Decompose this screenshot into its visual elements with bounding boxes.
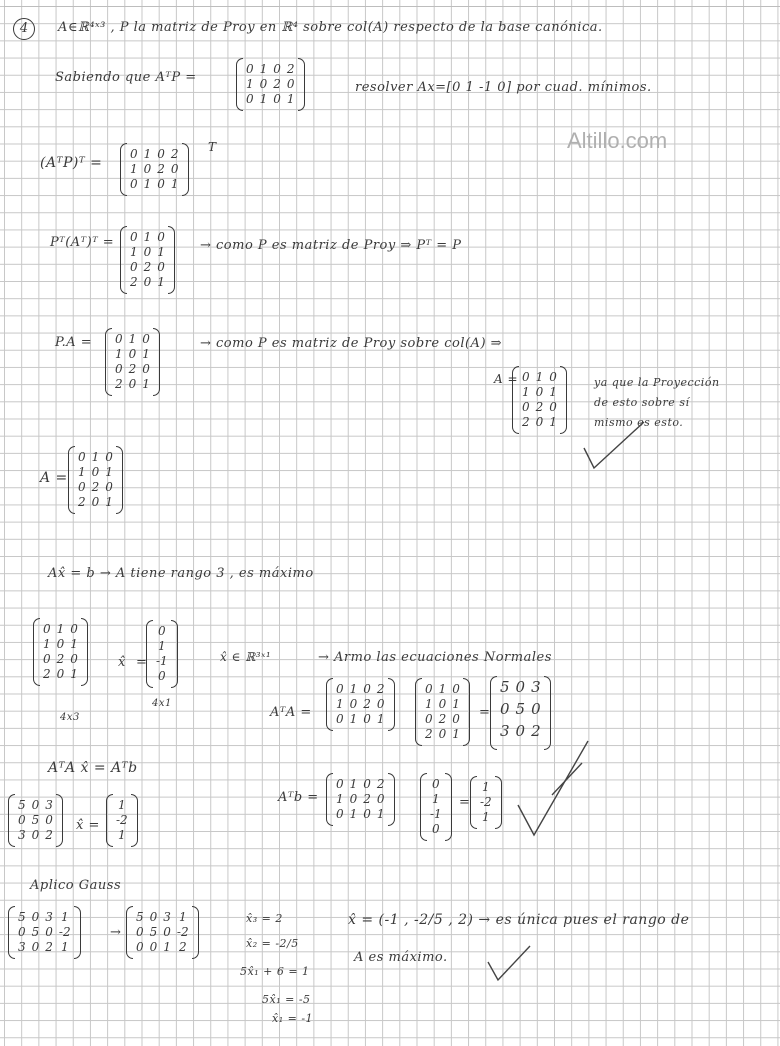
matrix-cell: 1	[130, 162, 138, 176]
matrix-cell: 5	[18, 910, 26, 924]
matrix-cell: 1	[336, 792, 344, 806]
matrix-cell: 2	[43, 667, 51, 681]
matrix-cell: 0	[128, 377, 137, 391]
matrix-cell: 0	[157, 230, 165, 244]
matrix-cell: 1	[349, 682, 358, 696]
matrix-cell: 2	[363, 697, 371, 711]
matrix-cell: 0	[56, 637, 65, 651]
matrix-cell: 2	[273, 77, 281, 91]
matrix-cell: 2	[130, 275, 138, 289]
vector-rhs	[106, 796, 138, 845]
pa-lhs: P.A =	[55, 335, 93, 350]
matrix-A-normal-eq	[415, 680, 470, 744]
a-side-note-2: de esto sobre sí	[594, 396, 690, 409]
matrix-AtP	[236, 60, 305, 109]
matrix-cell: 1	[56, 622, 65, 636]
matrix-cell: 0	[78, 480, 86, 494]
pa-note: → como P es matriz de Proy sobre col(A) ⇒	[200, 336, 503, 351]
matrix-cell: 0	[363, 807, 371, 821]
matrix-cell: 0	[500, 700, 510, 718]
matrix-At	[326, 680, 395, 729]
vector-Atb	[470, 778, 502, 827]
matrix-cell: 2	[170, 147, 179, 161]
matrix-cell: 1	[432, 792, 440, 806]
matrix-cell: 0	[130, 147, 138, 161]
matrix-cell: 2	[425, 727, 433, 741]
matrix-cell: 0	[363, 682, 371, 696]
x2-value: x̂₂ = -2/5	[246, 937, 299, 950]
watermark: Altillo.com	[567, 128, 668, 153]
matrix-cell: 0	[157, 260, 165, 274]
matrix-cell: 2	[45, 940, 53, 954]
matrix-cell: 0	[286, 77, 295, 91]
matrix-cell: 1	[336, 697, 344, 711]
x3-value: x̂₃ = 2	[246, 912, 283, 925]
matrix-cell: 1	[259, 62, 268, 76]
matrix-cell: 0	[18, 925, 26, 939]
matrix-cell: 0	[70, 652, 78, 666]
matrix-cell: 2	[178, 940, 187, 954]
matrix-cell: 1	[118, 828, 126, 842]
matrix-cell: 5	[31, 925, 40, 939]
matrix-cell: 0	[273, 62, 281, 76]
matrix-cell: 0	[115, 362, 123, 376]
xhat-symbol: x̂ =	[76, 818, 100, 833]
matrix-cell: 3	[531, 678, 541, 696]
matrix-cell: 0	[246, 62, 254, 76]
matrix-cell: 0	[549, 400, 557, 414]
ptat-note: → como P es matriz de Proy ⇒ Pᵀ = P	[200, 238, 462, 253]
matrix-cell: 2	[286, 62, 295, 76]
matrix-cell: 0	[432, 822, 440, 836]
matrix-cell: 1	[170, 177, 179, 191]
rank-line: Ax̂ = b → A tiene rango 3 , es máximo	[48, 566, 314, 581]
matrix-cell: 0	[105, 450, 113, 464]
gauss-arrow: →	[110, 925, 122, 940]
matrix-cell: 1	[549, 385, 557, 399]
matrix-cell: 1	[60, 910, 69, 924]
checkmark-2	[512, 735, 592, 845]
matrix-cell: 1	[349, 807, 358, 821]
matrix-cell: 0	[149, 940, 158, 954]
matrix-PA	[105, 330, 160, 394]
matrix-cell: 2	[376, 682, 385, 696]
matrix-cell: 0	[349, 792, 358, 806]
matrix-cell: 0	[432, 777, 440, 791]
matrix-cell: 2	[78, 495, 86, 509]
matrix-cell: 0	[259, 77, 268, 91]
matrix-cell: 2	[45, 828, 53, 842]
matrix-cell: 3	[45, 910, 53, 924]
given-prefix: Sabiendo que AᵀP =	[55, 70, 197, 85]
matrix-cell: 1	[549, 415, 557, 429]
matrix-cell: 1	[142, 347, 150, 361]
transpose-lhs: (AᵀP)ᵀ =	[40, 155, 103, 171]
normal-eq-note: → Armo las ecuaciones Normales	[318, 650, 552, 665]
matrix-cell: 1	[70, 637, 78, 651]
matrix-cell: 5	[515, 700, 526, 718]
matrix-cell: 0	[91, 465, 100, 479]
matrix-cell: 0	[130, 177, 138, 191]
matrix-A-final	[68, 448, 123, 512]
matrix-cell: 0	[128, 347, 137, 361]
size-label-A: 4x3	[60, 712, 80, 723]
matrix-cell: 0	[136, 925, 144, 939]
matrix-cell: 2	[522, 415, 530, 429]
matrix-cell: 0	[336, 682, 344, 696]
matrix-cell: 1	[246, 77, 254, 91]
matrix-cell: 0	[31, 798, 40, 812]
problem-statement: A∈ℝ⁴ˣ³ , P la matriz de Proy en ℝ⁴ sobre col(A) respecto de la base canónica.	[58, 20, 603, 35]
matrix-cell: 0	[425, 682, 433, 696]
matrix-cell: 0	[130, 230, 138, 244]
equals-sign-3: =	[459, 795, 471, 810]
solution: x̂ = (-1 , -2/5 , 2) → es única pues el rango de	[348, 912, 690, 928]
x1-equation: 5x̂₁ + 6 = 1	[240, 965, 310, 978]
matrix-cell: 1	[142, 377, 150, 391]
x1-equation-2: 5x̂₁ = -5	[262, 993, 311, 1006]
matrix-cell: 1	[286, 92, 295, 106]
matrix-cell: 2	[531, 722, 541, 740]
matrix-cell: 2	[157, 162, 165, 176]
matrix-cell: 0	[158, 624, 166, 638]
matrix-cell: -2	[480, 795, 492, 809]
matrix-cell: 0	[157, 177, 165, 191]
matrix-cell: 0	[535, 385, 544, 399]
gauss-title: Aplico Gauss	[30, 878, 122, 893]
matrix-cell: 1	[482, 780, 490, 794]
a-final-lhs: A =	[40, 470, 68, 486]
matrix-cell: 3	[163, 910, 171, 924]
matrix-cell: 1	[452, 727, 460, 741]
matrix-cell: 1	[70, 667, 78, 681]
matrix-cell: 0	[105, 480, 113, 494]
matrix-cell: 0	[438, 727, 447, 741]
a-side-lhs: A =	[494, 372, 519, 386]
matrix-cell: 1	[118, 798, 126, 812]
matrix-cell: 0	[43, 622, 51, 636]
solution-2: A es máximo.	[354, 950, 448, 965]
matrix-cell: 1	[438, 682, 447, 696]
given-suffix: resolver Ax=[0 1 -1 0] por cuad. mínimos.	[355, 80, 652, 95]
matrix-cell: 0	[522, 370, 530, 384]
atb-lhs: Aᵀb =	[278, 790, 319, 805]
matrix-cell: 0	[522, 400, 530, 414]
matrix-A-side	[512, 368, 567, 432]
matrix-cell: 0	[363, 777, 371, 791]
matrix-cell: 0	[273, 92, 281, 106]
matrix-cell: 2	[143, 260, 152, 274]
matrix-cell: 1	[105, 465, 113, 479]
size-label-b: 4x1	[152, 698, 172, 709]
matrix-cell: 1	[130, 245, 138, 259]
matrix-cell: 1	[482, 810, 490, 824]
matrix-cell: 0	[157, 147, 165, 161]
matrix-cell: 1	[143, 177, 152, 191]
matrix-cell: 1	[349, 712, 358, 726]
matrix-cell: 0	[336, 777, 344, 791]
matrix-gauss-2	[126, 908, 199, 957]
matrix-PtAt	[120, 228, 175, 292]
matrix-cell: 1	[376, 712, 385, 726]
matrix-cell: 1	[425, 697, 433, 711]
matrix-cell: 2	[535, 400, 544, 414]
matrix-cell: 1	[376, 807, 385, 821]
x1-value: x̂₁ = -1	[272, 1012, 314, 1025]
matrix-cell: 0	[452, 712, 460, 726]
matrix-cell: 0	[376, 792, 385, 806]
equals-sign: =	[136, 655, 148, 670]
matrix-cell: 1	[259, 92, 268, 106]
matrix-cell: 1	[349, 777, 358, 791]
matrix-cell: 5	[500, 678, 510, 696]
matrix-cell: 1	[105, 495, 113, 509]
matrix-cell: 0	[170, 162, 179, 176]
matrix-cell: -2	[58, 925, 71, 939]
matrix-cell: 2	[115, 377, 123, 391]
matrix-cell: -1	[430, 807, 442, 821]
matrix-cell: 0	[149, 910, 158, 924]
equals-sign-2: =	[479, 705, 491, 720]
matrix-cell: 0	[158, 669, 166, 683]
matrix-cell: 1	[143, 147, 152, 161]
normal-equation: AᵀA x̂ = Aᵀb	[48, 760, 138, 776]
problem-number: 4	[13, 18, 35, 40]
matrix-cell: 0	[515, 678, 526, 696]
matrix-cell: 0	[515, 722, 526, 740]
matrix-cell: 0	[45, 813, 53, 827]
matrix-cell: 0	[143, 245, 152, 259]
matrix-cell: 1	[78, 465, 86, 479]
checkmark-3	[484, 942, 534, 984]
matrix-cell: 5	[149, 925, 158, 939]
matrix-cell: 5	[31, 813, 40, 827]
matrix-cell: 0	[31, 910, 40, 924]
matrix-cell: 0	[363, 712, 371, 726]
matrix-cell: 2	[376, 777, 385, 791]
matrix-cell: 0	[43, 652, 51, 666]
matrix-cell: 0	[549, 370, 557, 384]
matrix-cell: 0	[376, 697, 385, 711]
matrix-cell: 0	[31, 940, 40, 954]
matrix-cell: 1	[157, 275, 165, 289]
matrix-cell: 1	[115, 347, 123, 361]
matrix-cell: 1	[143, 230, 152, 244]
matrix-cell: 0	[18, 813, 26, 827]
ptat-lhs: Pᵀ(Aᵀ)ᵀ =	[50, 235, 115, 250]
matrix-cell: 0	[143, 162, 152, 176]
matrix-cell: 0	[438, 697, 447, 711]
matrix-cell: 2	[438, 712, 447, 726]
xhat-space: x̂ ∈ ℝ³ˣ¹	[220, 650, 272, 664]
matrix-cell: 1	[535, 370, 544, 384]
matrix-cell: 1	[43, 637, 51, 651]
top-edge	[4, 0, 780, 7]
matrix-cell: 0	[142, 332, 150, 346]
matrix-cell: 0	[246, 92, 254, 106]
matrix-cell: 1	[60, 940, 69, 954]
matrix-cell: 3	[500, 722, 510, 740]
matrix-cell: 0	[143, 275, 152, 289]
vector-b	[146, 622, 178, 686]
matrix-cell: 2	[91, 480, 100, 494]
matrix-cell: 1	[128, 332, 137, 346]
matrix-cell: 0	[163, 925, 171, 939]
matrix-cell: 0	[336, 712, 344, 726]
matrix-A-system	[33, 620, 88, 684]
matrix-cell: 0	[425, 712, 433, 726]
matrix-cell: 0	[535, 415, 544, 429]
matrix-cell: 0	[130, 260, 138, 274]
matrix-cell: 0	[115, 332, 123, 346]
xhat-in-system: x̂	[118, 655, 126, 670]
matrix-cell: 1	[522, 385, 530, 399]
matrix-cell: 1	[91, 450, 100, 464]
matrix-cell: -2	[116, 813, 128, 827]
transpose-superscript: T	[208, 140, 217, 154]
matrix-cell: 0	[142, 362, 150, 376]
matrix-gauss-1	[8, 908, 81, 957]
a-side-note-3: mismo es esto.	[594, 416, 684, 429]
matrix-cell: 1	[178, 910, 187, 924]
matrix-cell: 0	[336, 807, 344, 821]
matrix-cell: 1	[452, 697, 460, 711]
vector-b-2	[420, 775, 452, 839]
matrix-cell: 0	[136, 940, 144, 954]
matrix-cell: 3	[45, 798, 53, 812]
matrix-cell: 0	[349, 697, 358, 711]
matrix-cell: 0	[91, 495, 100, 509]
matrix-cell: 0	[78, 450, 86, 464]
matrix-cell: 0	[45, 925, 53, 939]
matrix-cell: 1	[157, 245, 165, 259]
matrix-cell: 3	[18, 940, 26, 954]
matrix-cell: 5	[18, 798, 26, 812]
matrix-cell: 1	[163, 940, 171, 954]
matrix-At-2	[326, 775, 395, 824]
a-side-note-1: ya que la Proyección	[594, 376, 720, 389]
matrix-AtA-system	[8, 796, 63, 845]
matrix-cell: 3	[18, 828, 26, 842]
matrix-cell: 0	[452, 682, 460, 696]
matrix-cell: 5	[136, 910, 144, 924]
ata-lhs: AᵀA =	[270, 705, 312, 720]
matrix-cell: 1	[158, 639, 166, 653]
matrix-cell: 0	[531, 700, 541, 718]
matrix-cell: -1	[156, 654, 168, 668]
checkmark-1	[580, 418, 650, 473]
matrix-cell: 0	[31, 828, 40, 842]
matrix-AtP-transposed-input	[120, 145, 189, 194]
matrix-cell: 0	[56, 667, 65, 681]
matrix-cell: -2	[176, 925, 189, 939]
matrix-cell: 0	[70, 622, 78, 636]
matrix-cell: 2	[363, 792, 371, 806]
matrix-cell: 2	[128, 362, 137, 376]
matrix-cell: 2	[56, 652, 65, 666]
